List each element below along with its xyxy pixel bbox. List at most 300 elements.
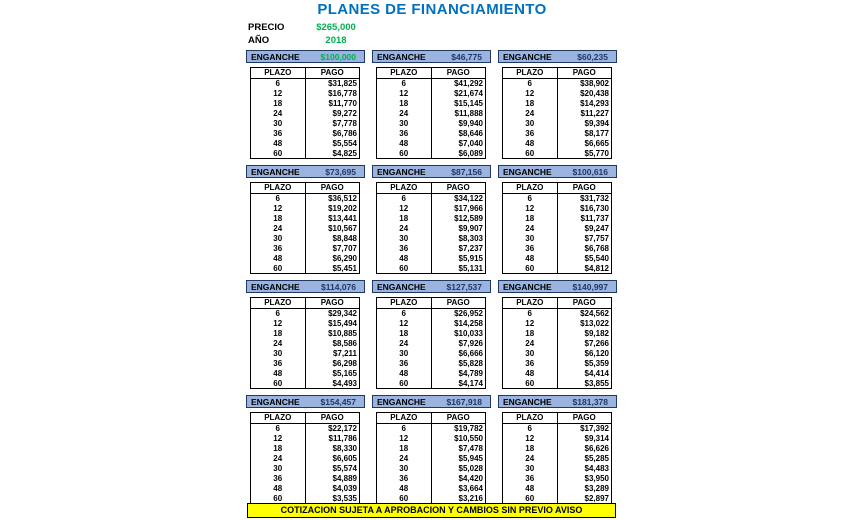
- pago-value: $4,889: [305, 474, 360, 484]
- plazo-value: 24: [503, 454, 558, 464]
- pago-value: $4,493: [305, 379, 360, 389]
- payment-row: [251, 369, 360, 379]
- pago-value: $7,478: [431, 444, 486, 454]
- pago-value: $8,586: [305, 339, 360, 349]
- plazo-value: 48: [377, 369, 432, 379]
- plazo-value: 30: [251, 119, 306, 129]
- payment-row: [377, 109, 486, 119]
- pago-value: $15,145: [431, 99, 486, 109]
- price-row: [248, 21, 360, 34]
- plan-card: [498, 50, 617, 160]
- pago-column-header: PAGO: [431, 183, 486, 194]
- pago-value: $6,298: [305, 359, 360, 369]
- payment-row: [377, 264, 486, 274]
- payment-row: [251, 139, 360, 149]
- payment-row: [251, 224, 360, 234]
- pago-value: $5,554: [305, 139, 360, 149]
- enganche-value: $154,457: [320, 396, 356, 407]
- pago-value: $26,952: [431, 309, 486, 319]
- pago-value: $19,202: [305, 204, 360, 214]
- pago-value: $4,420: [431, 474, 486, 484]
- enganche-label: ENGANCHE: [503, 166, 552, 177]
- payment-row: [377, 99, 486, 109]
- pago-column-header: PAGO: [431, 298, 486, 309]
- payment-row: [377, 244, 486, 254]
- pago-column-header: PAGO: [305, 298, 360, 309]
- pago-column-header: PAGO: [557, 183, 612, 194]
- payment-row: [251, 434, 360, 444]
- plazo-value: 30: [503, 119, 558, 129]
- payment-table-header-row: [377, 68, 486, 79]
- plazo-column-header: PLAZO: [503, 413, 558, 424]
- plan-card: [246, 50, 365, 160]
- pago-value: $9,182: [557, 329, 612, 339]
- payment-row: [251, 359, 360, 369]
- payment-table: [250, 297, 360, 389]
- payment-row: [251, 444, 360, 454]
- pago-value: $4,825: [305, 149, 360, 159]
- pago-value: $11,888: [431, 109, 486, 119]
- payment-table-header-row: [503, 183, 612, 194]
- payment-row: [377, 424, 486, 434]
- plazo-value: 60: [377, 379, 432, 389]
- pago-column-header: PAGO: [305, 413, 360, 424]
- pago-value: $5,165: [305, 369, 360, 379]
- price-value: $265,000: [316, 22, 356, 33]
- pago-value: $9,247: [557, 224, 612, 234]
- plazo-value: 36: [251, 359, 306, 369]
- enganche-value: $127,537: [446, 281, 482, 292]
- payment-row: [503, 149, 612, 159]
- plazo-value: 30: [251, 234, 306, 244]
- year-label: AÑO: [248, 35, 270, 46]
- payment-row: [377, 119, 486, 129]
- pago-value: $7,926: [431, 339, 486, 349]
- pago-value: $6,290: [305, 254, 360, 264]
- payment-row: [377, 379, 486, 389]
- payment-row: [503, 319, 612, 329]
- plazo-value: 36: [377, 129, 432, 139]
- plazo-value: 18: [251, 444, 306, 454]
- plan-card: [498, 165, 617, 275]
- payment-table: [502, 67, 612, 159]
- pago-value: $21,674: [431, 89, 486, 99]
- pago-value: $14,293: [557, 99, 612, 109]
- plazo-column-header: PLAZO: [251, 413, 306, 424]
- payment-row: [251, 454, 360, 464]
- payment-row: [503, 194, 612, 204]
- enganche-value: $46,775: [451, 51, 482, 62]
- pago-value: $9,272: [305, 109, 360, 119]
- pago-value: $8,646: [431, 129, 486, 139]
- plazo-value: 36: [377, 244, 432, 254]
- payment-row: [503, 234, 612, 244]
- payment-row: [251, 494, 360, 504]
- enganche-header: [246, 395, 365, 408]
- plazo-value: 36: [377, 474, 432, 484]
- plazo-value: 24: [251, 109, 306, 119]
- payment-row: [251, 319, 360, 329]
- pago-value: $31,825: [305, 79, 360, 89]
- pago-value: $19,782: [431, 424, 486, 434]
- payment-row: [251, 194, 360, 204]
- payment-row: [251, 474, 360, 484]
- plazo-column-header: PLAZO: [377, 298, 432, 309]
- payment-row: [503, 109, 612, 119]
- enganche-label: ENGANCHE: [377, 166, 426, 177]
- plazo-value: 6: [377, 194, 432, 204]
- pago-value: $8,848: [305, 234, 360, 244]
- pago-value: $10,885: [305, 329, 360, 339]
- enganche-header: [498, 280, 617, 293]
- plazo-value: 24: [251, 224, 306, 234]
- payment-row: [503, 484, 612, 494]
- payment-row: [503, 129, 612, 139]
- pago-value: $9,314: [557, 434, 612, 444]
- plazo-value: 6: [377, 309, 432, 319]
- payment-table: [376, 412, 486, 504]
- pago-value: $5,574: [305, 464, 360, 474]
- payment-table: [250, 67, 360, 159]
- payment-table: [502, 297, 612, 389]
- pago-value: $6,768: [557, 244, 612, 254]
- payment-row: [503, 444, 612, 454]
- plazo-value: 6: [377, 79, 432, 89]
- plazo-value: 60: [377, 264, 432, 274]
- enganche-value: $167,918: [446, 396, 482, 407]
- payment-row: [503, 119, 612, 129]
- plazo-value: 36: [251, 474, 306, 484]
- payment-row: [503, 89, 612, 99]
- plazo-value: 36: [503, 359, 558, 369]
- plazo-value: 6: [503, 79, 558, 89]
- pago-value: $17,966: [431, 204, 486, 214]
- plazo-value: 18: [377, 99, 432, 109]
- pago-value: $16,730: [557, 204, 612, 214]
- plan-card: [498, 395, 617, 505]
- plazo-value: 30: [503, 349, 558, 359]
- plans-grid: [246, 50, 617, 505]
- payment-table: [376, 182, 486, 274]
- payment-row: [251, 484, 360, 494]
- pago-value: $3,216: [431, 494, 486, 504]
- plazo-value: 18: [377, 329, 432, 339]
- payment-row: [503, 339, 612, 349]
- pago-value: $4,414: [557, 369, 612, 379]
- enganche-value: $73,695: [325, 166, 356, 177]
- payment-row: [377, 474, 486, 484]
- plazo-value: 30: [503, 234, 558, 244]
- plazo-value: 18: [377, 444, 432, 454]
- payment-row: [251, 234, 360, 244]
- payment-row: [503, 139, 612, 149]
- payment-row: [377, 494, 486, 504]
- payment-row: [377, 224, 486, 234]
- pago-value: $5,828: [431, 359, 486, 369]
- enganche-header: [372, 50, 491, 63]
- pago-value: $6,120: [557, 349, 612, 359]
- plazo-value: 36: [377, 359, 432, 369]
- payment-row: [251, 89, 360, 99]
- plazo-value: 48: [251, 369, 306, 379]
- payment-row: [503, 464, 612, 474]
- enganche-value: $100,616: [572, 166, 608, 177]
- meta-block: [248, 21, 360, 47]
- payment-row: [251, 99, 360, 109]
- pago-value: $8,177: [557, 129, 612, 139]
- pago-value: $7,040: [431, 139, 486, 149]
- year-value: 2018: [325, 35, 347, 46]
- enganche-value: $100,000: [320, 51, 356, 62]
- plazo-value: 6: [503, 309, 558, 319]
- payment-row: [377, 194, 486, 204]
- pago-column-header: PAGO: [431, 413, 486, 424]
- pago-value: $9,940: [431, 119, 486, 129]
- pago-value: $4,174: [431, 379, 486, 389]
- plazo-value: 60: [251, 494, 306, 504]
- payment-table: [502, 412, 612, 504]
- pago-value: $6,626: [557, 444, 612, 454]
- pago-value: $12,589: [431, 214, 486, 224]
- pago-value: $5,359: [557, 359, 612, 369]
- pago-value: $4,789: [431, 369, 486, 379]
- pago-value: $7,266: [557, 339, 612, 349]
- enganche-header: [498, 50, 617, 63]
- plazo-value: 12: [503, 319, 558, 329]
- payment-table: [250, 412, 360, 504]
- pago-value: $22,172: [305, 424, 360, 434]
- payment-row: [377, 79, 486, 89]
- plazo-column-header: PLAZO: [251, 298, 306, 309]
- payment-row: [377, 329, 486, 339]
- payment-table-header-row: [503, 298, 612, 309]
- payment-row: [251, 214, 360, 224]
- plazo-value: 36: [251, 129, 306, 139]
- pago-value: $5,285: [557, 454, 612, 464]
- payment-table-header-row: [251, 413, 360, 424]
- price-label: PRECIO: [248, 22, 285, 33]
- payment-row: [377, 309, 486, 319]
- pago-value: $9,907: [431, 224, 486, 234]
- payment-row: [377, 254, 486, 264]
- payment-row: [503, 204, 612, 214]
- plazo-value: 24: [377, 454, 432, 464]
- pago-column-header: PAGO: [557, 68, 612, 79]
- pago-value: $20,438: [557, 89, 612, 99]
- plazo-value: 60: [251, 379, 306, 389]
- plazo-value: 48: [251, 254, 306, 264]
- pago-value: $8,303: [431, 234, 486, 244]
- payment-row: [251, 254, 360, 264]
- plan-card: [372, 165, 491, 275]
- plan-card: [372, 395, 491, 505]
- payment-table-header-row: [251, 68, 360, 79]
- payment-table-header-row: [377, 183, 486, 194]
- plazo-value: 36: [503, 474, 558, 484]
- plazo-column-header: PLAZO: [377, 183, 432, 194]
- pago-value: $10,550: [431, 434, 486, 444]
- pago-value: $9,394: [557, 119, 612, 129]
- enganche-label: ENGANCHE: [503, 396, 552, 407]
- plazo-value: 36: [503, 244, 558, 254]
- enganche-header: [498, 395, 617, 408]
- enganche-header: [246, 280, 365, 293]
- pago-value: $2,897: [557, 494, 612, 504]
- pago-value: $13,441: [305, 214, 360, 224]
- pago-value: $11,770: [305, 99, 360, 109]
- enganche-value: $181,378: [572, 396, 608, 407]
- payment-row: [503, 244, 612, 254]
- payment-table-header-row: [377, 413, 486, 424]
- plazo-value: 48: [251, 139, 306, 149]
- payment-table: [250, 182, 360, 274]
- pago-value: $3,289: [557, 484, 612, 494]
- pago-value: $16,778: [305, 89, 360, 99]
- pago-value: $7,707: [305, 244, 360, 254]
- pago-value: $10,567: [305, 224, 360, 234]
- plazo-value: 6: [503, 194, 558, 204]
- pago-value: $5,915: [431, 254, 486, 264]
- enganche-label: ENGANCHE: [377, 281, 426, 292]
- pago-value: $5,028: [431, 464, 486, 474]
- plan-card: [246, 280, 365, 390]
- payment-row: [377, 359, 486, 369]
- pago-value: $3,535: [305, 494, 360, 504]
- plazo-value: 60: [503, 149, 558, 159]
- plazo-value: 30: [251, 349, 306, 359]
- pago-value: $5,451: [305, 264, 360, 274]
- pago-value: $41,292: [431, 79, 486, 89]
- plazo-value: 12: [377, 434, 432, 444]
- payment-row: [251, 349, 360, 359]
- plazo-value: 12: [251, 89, 306, 99]
- payment-table-header-row: [251, 183, 360, 194]
- plazo-value: 6: [251, 79, 306, 89]
- pago-value: $4,483: [557, 464, 612, 474]
- pago-value: $11,737: [557, 214, 612, 224]
- plazo-value: 12: [503, 434, 558, 444]
- payment-row: [377, 339, 486, 349]
- pago-column-header: PAGO: [305, 68, 360, 79]
- plazo-value: 60: [503, 264, 558, 274]
- payment-row: [503, 424, 612, 434]
- plazo-column-header: PLAZO: [503, 68, 558, 79]
- payment-table: [376, 297, 486, 389]
- enganche-label: ENGANCHE: [377, 396, 426, 407]
- enganche-value: $87,156: [451, 166, 482, 177]
- enganche-header: [498, 165, 617, 178]
- plazo-column-header: PLAZO: [251, 68, 306, 79]
- plazo-value: 12: [377, 89, 432, 99]
- plazo-column-header: PLAZO: [377, 413, 432, 424]
- pago-value: $6,666: [431, 349, 486, 359]
- payment-table-header-row: [503, 413, 612, 424]
- pago-value: $10,033: [431, 329, 486, 339]
- pago-value: $13,022: [557, 319, 612, 329]
- plan-card: [372, 50, 491, 160]
- payment-row: [503, 264, 612, 274]
- pago-value: $6,665: [557, 139, 612, 149]
- payment-row: [377, 214, 486, 224]
- payment-table-header-row: [251, 298, 360, 309]
- pago-value: $11,786: [305, 434, 360, 444]
- pago-value: $6,605: [305, 454, 360, 464]
- plazo-value: 48: [503, 369, 558, 379]
- plazo-value: 60: [377, 494, 432, 504]
- plazo-value: 18: [251, 329, 306, 339]
- plazo-value: 24: [377, 224, 432, 234]
- plazo-value: 18: [377, 214, 432, 224]
- payment-row: [377, 484, 486, 494]
- plan-card: [246, 395, 365, 505]
- plazo-column-header: PLAZO: [503, 298, 558, 309]
- payment-row: [377, 234, 486, 244]
- enganche-value: $140,997: [572, 281, 608, 292]
- payment-row: [251, 129, 360, 139]
- pago-value: $8,330: [305, 444, 360, 454]
- plazo-value: 24: [251, 339, 306, 349]
- payment-row: [377, 204, 486, 214]
- plazo-value: 60: [377, 149, 432, 159]
- payment-row: [251, 204, 360, 214]
- plazo-value: 6: [251, 309, 306, 319]
- payment-row: [503, 254, 612, 264]
- pago-value: $17,392: [557, 424, 612, 434]
- payment-row: [377, 319, 486, 329]
- payment-row: [503, 224, 612, 234]
- plazo-value: 36: [503, 129, 558, 139]
- payment-row: [377, 434, 486, 444]
- pago-value: $11,227: [557, 109, 612, 119]
- plazo-value: 12: [251, 319, 306, 329]
- payment-row: [377, 444, 486, 454]
- plazo-value: 48: [251, 484, 306, 494]
- payment-row: [251, 264, 360, 274]
- plazo-value: 24: [503, 339, 558, 349]
- pago-value: $36,512: [305, 194, 360, 204]
- plazo-column-header: PLAZO: [377, 68, 432, 79]
- pago-value: $5,945: [431, 454, 486, 464]
- plazo-value: 12: [377, 319, 432, 329]
- plazo-value: 60: [251, 264, 306, 274]
- payment-row: [251, 379, 360, 389]
- payment-row: [251, 309, 360, 319]
- payment-row: [251, 424, 360, 434]
- payment-row: [503, 454, 612, 464]
- plazo-value: 30: [503, 464, 558, 474]
- pago-value: $7,237: [431, 244, 486, 254]
- plazo-value: 30: [251, 464, 306, 474]
- payment-row: [251, 244, 360, 254]
- plazo-value: 18: [251, 99, 306, 109]
- pago-value: $14,258: [431, 319, 486, 329]
- payment-row: [251, 119, 360, 129]
- enganche-label: ENGANCHE: [251, 281, 300, 292]
- payment-row: [251, 109, 360, 119]
- pago-value: $31,732: [557, 194, 612, 204]
- pago-value: $6,786: [305, 129, 360, 139]
- pago-column-header: PAGO: [305, 183, 360, 194]
- payment-table-header-row: [377, 298, 486, 309]
- pago-column-header: PAGO: [557, 413, 612, 424]
- enganche-label: ENGANCHE: [503, 281, 552, 292]
- payment-row: [503, 99, 612, 109]
- plazo-value: 48: [503, 484, 558, 494]
- payment-row: [377, 464, 486, 474]
- payment-row: [377, 149, 486, 159]
- plazo-value: 18: [503, 99, 558, 109]
- plazo-value: 30: [377, 464, 432, 474]
